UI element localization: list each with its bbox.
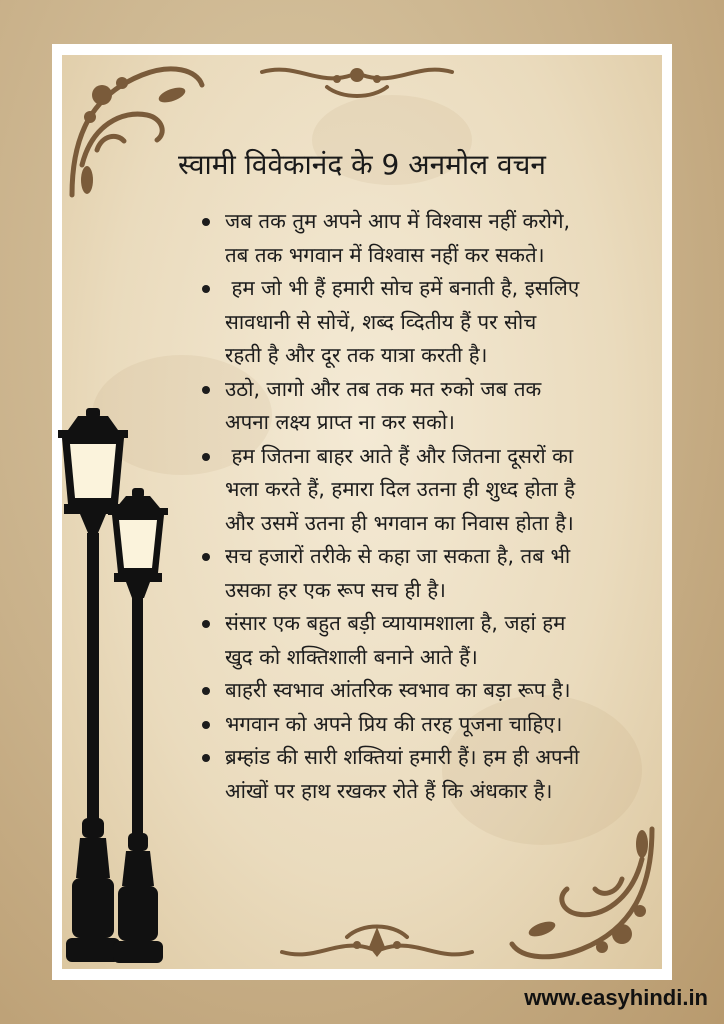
top-center-flourish — [257, 57, 457, 102]
quote-line: हम जितना बाहर आते हैं और जितना दूसरों का — [225, 443, 574, 468]
corner-flourish-bottom-right — [502, 819, 662, 969]
quote-item — [197, 205, 647, 272]
street-lamp-illustration — [50, 408, 180, 968]
quote-line: सच हजारों तरीके से कहा जा सकता है, तब भी — [225, 544, 571, 568]
bullet-icon — [202, 687, 210, 695]
quote-line: बाहरी स्वभाव आंतरिक स्वभाव का बड़ा रूप है। — [225, 678, 571, 702]
bullet-icon — [202, 553, 210, 561]
quote-list — [197, 205, 647, 808]
lamp-right — [108, 488, 168, 963]
quote-line: तब तक भगवान में विश्वास नहीं कर सकते। — [225, 242, 545, 267]
quote-line: अपना लक्ष्य प्राप्त ना कर सको। — [225, 410, 455, 434]
bullet-icon — [202, 386, 210, 394]
quote-item — [197, 741, 647, 808]
page-title: स्वामी विवेकानंद के 9 अनमोल वचन — [178, 148, 546, 181]
bullet-icon — [202, 721, 210, 729]
bullet-icon — [202, 218, 210, 226]
quote-line: ब्रम्हांड की सारी शक्तियां हमारी हैं। हम ही अपनी — [225, 745, 580, 769]
quote-line: सावधानी से सोचें, शब्द व्दितीय हैं पर सोच — [225, 309, 537, 334]
lamp-left — [58, 408, 128, 962]
quote-item — [197, 674, 647, 708]
website-footer[interactable]: www.easyhindi.in — [524, 985, 708, 1010]
quote-item — [197, 440, 647, 541]
quote-line: उठो, जागो और तब तक मत रुको जब तक — [225, 376, 542, 401]
quote-item — [197, 272, 647, 373]
bullet-icon — [202, 620, 210, 628]
bullet-icon — [202, 754, 210, 762]
quote-line: और उसमें उतना ही भगवान का निवास होता है। — [225, 510, 574, 535]
quote-item — [197, 540, 647, 607]
quote-line: संसार एक बहुत बड़ी व्यायामशाला है, जहां हम — [225, 611, 566, 635]
quote-item — [197, 373, 647, 440]
quote-line: रहती है और दूर तक यात्रा करती है। — [225, 343, 488, 367]
bottom-center-flourish — [277, 917, 477, 967]
quote-line: हम जो भी हैं हमारी सोच हमें बनाती है, इसलिए — [225, 276, 580, 300]
bullet-icon — [202, 285, 210, 293]
quote-item — [197, 708, 647, 742]
quote-line: खुद को शक्तिशाली बनाने आते हैं। — [225, 644, 478, 669]
quote-item — [197, 607, 647, 674]
quote-line: जब तक तुम अपने आप में विश्वास नहीं करोगे, — [225, 209, 571, 233]
quote-line: भगवान को अपने प्रिय की तरह पूजना चाहिए। — [225, 711, 563, 736]
quote-line: आंखों पर हाथ रखकर रोते हैं कि अंधकार है। — [225, 778, 553, 803]
bullet-icon — [202, 453, 210, 461]
quote-line: उसका हर एक रूप सच ही है। — [225, 577, 446, 602]
quote-line: भला करते हैं, हमारा दिल उतना ही शुध्द होता है — [225, 477, 576, 501]
